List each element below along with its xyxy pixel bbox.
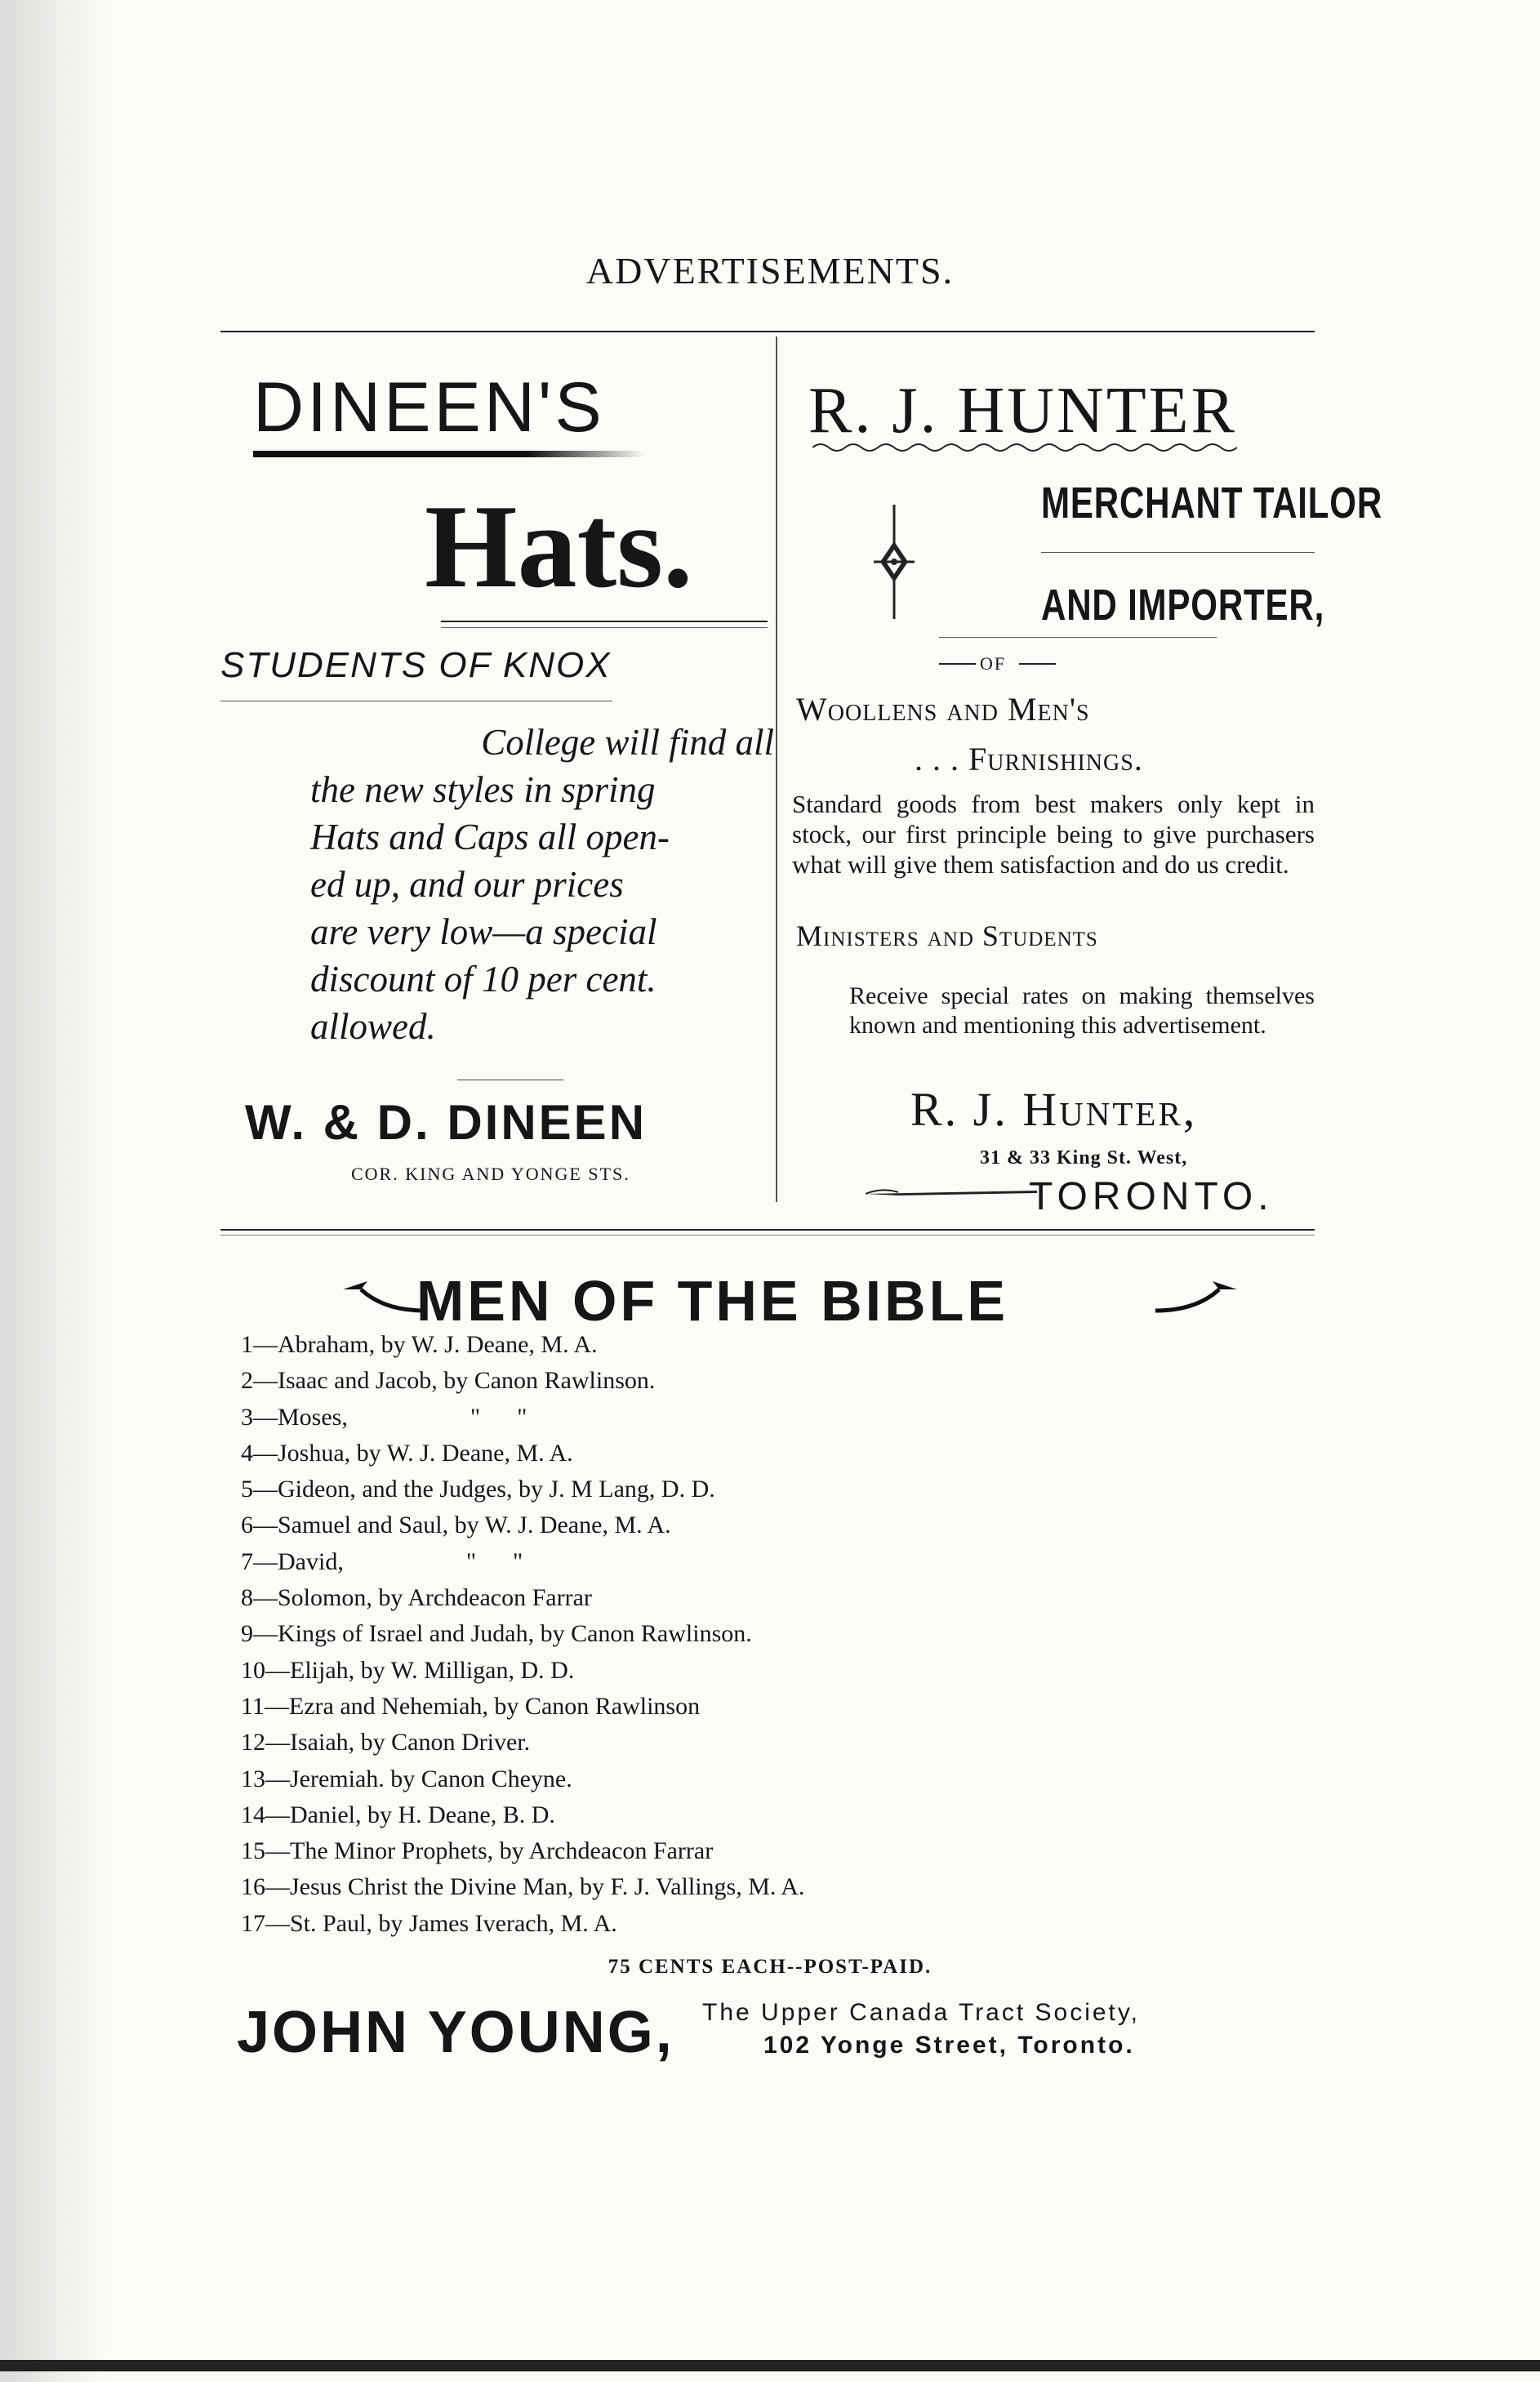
hunter-title-line2: AND IMPORTER,: [1041, 581, 1325, 630]
hunter-name: R. J. HUNTER: [808, 375, 1237, 447]
hunter-receive-text: Receive special rates on making themselves known and mentioning this advertisement.: [849, 982, 1315, 1039]
left-arrow-ornament-icon: [343, 1278, 425, 1314]
list-item: 10—Elijah, by W. Milligan, D. D.: [241, 1656, 575, 1684]
list-item: 13—Jeremiah. by Canon Cheyne.: [241, 1765, 572, 1792]
page-bottom-edge: [0, 2360, 1540, 2371]
dineen-body-line: Hats and Caps all open-: [310, 817, 670, 857]
hunter-signature: R. J. Hunter,: [910, 1083, 1198, 1136]
right-arrow-ornament-icon: [1155, 1278, 1237, 1314]
hunter-of-rule-left: [939, 663, 976, 665]
dineen-body: [310, 719, 774, 1050]
dineen-rule-1b: [441, 627, 768, 628]
page-edge-shadow: [0, 0, 114, 2382]
section-rule-2: [220, 1235, 1315, 1236]
list-item: 5—Gideon, and the Judges, by J. M Lang, D. D.: [241, 1476, 715, 1503]
dineen-name: DINEEN'S: [253, 368, 605, 447]
list-item: 2—Isaac and Jacob, by Canon Rawlinson.: [241, 1367, 656, 1395]
dineen-product: Hats.: [425, 480, 693, 612]
dineen-underline: [253, 451, 645, 457]
dineen-body-line: the new styles in spring: [310, 769, 656, 810]
dineen-body-line: ed up, and our prices: [310, 864, 624, 905]
list-item: 6—Samuel and Saul, by W. J. Deane, M. A.: [241, 1512, 671, 1539]
publisher-name: JOHN YOUNG,: [237, 2000, 674, 2065]
hunter-rule-2: [939, 637, 1217, 638]
hunter-of: OF: [980, 653, 1007, 674]
top-rule: [220, 331, 1315, 332]
list-item: 17—St. Paul, by James Iverach, M. A.: [241, 1909, 617, 1937]
hunter-goods-line1: Woollens and Men's: [796, 691, 1090, 728]
dineen-students-heading: STUDENTS OF KNOX: [220, 645, 612, 685]
list-item: 11—Ezra and Nehemiah, by Canon Rawlinson: [241, 1692, 701, 1720]
column-divider: [776, 336, 777, 1202]
bible-series-heading: MEN OF THE BIBLE: [416, 1269, 1009, 1333]
list-item: 7—David, " ": [241, 1547, 523, 1575]
dineen-address: COR. KING AND YONGE STS.: [351, 1164, 630, 1184]
list-item: 1—Abraham, by W. J. Deane, M. A.: [241, 1331, 598, 1358]
hunter-ministers-heading: Ministers and Students: [796, 919, 1098, 952]
hunter-title-line1: MERCHANT TAILOR: [1041, 479, 1383, 528]
hunter-standard-text: Standard goods from best makers only kept in stock, our first principle being to give purchasers what will give them satisfaction and do us credit.: [792, 790, 1315, 879]
publisher-address: 102 Yonge Street, Toronto.: [763, 2032, 1135, 2059]
dineen-body-line: College will find all: [481, 722, 774, 763]
list-item: 3—Moses, " ": [241, 1403, 527, 1431]
page-title: ADVERTISEMENTS.: [585, 250, 955, 292]
dineen-body-line: discount of 10 per cent.: [310, 959, 657, 1000]
list-item: 12—Isaiah, by Canon Driver.: [241, 1729, 531, 1756]
dineen-firm-name: W. & D. DINEEN: [245, 1095, 648, 1150]
bible-series-list: [241, 1327, 804, 1942]
wavy-rule-icon: [812, 441, 1245, 454]
dineen-rule-1: [441, 621, 768, 622]
publisher-society: The Upper Canada Tract Society,: [702, 1999, 1140, 2026]
ornament-icon: [866, 505, 923, 619]
list-item: 4—Joshua, by W. J. Deane, M. A.: [241, 1439, 573, 1467]
bible-series-price: 75 CENTS EACH--POST-PAID.: [608, 1956, 932, 1978]
list-item: 14—Daniel, by H. Deane, B. D.: [241, 1801, 555, 1828]
dineen-body-line: allowed.: [310, 1006, 436, 1047]
list-item: 9—Kings of Israel and Judah, by Canon Rawlinson.: [241, 1620, 752, 1648]
hunter-goods-line2: . . . Furnishings.: [915, 741, 1143, 777]
hunter-of-rule-right: [1019, 663, 1056, 665]
hunter-rule-1: [1041, 552, 1315, 553]
section-rule: [220, 1229, 1315, 1231]
dineen-body-line: are very low—a special: [310, 911, 657, 952]
list-item: 15—The Minor Prophets, by Archdeacon Farrar: [241, 1837, 714, 1865]
swash-icon: [866, 1186, 1037, 1202]
hunter-street: 31 & 33 King St. West,: [980, 1147, 1188, 1169]
list-item: 16—Jesus Christ the Divine Man, by F. J. Vallings, M. A.: [241, 1873, 805, 1901]
hunter-city: TORONTO.: [1029, 1175, 1274, 1218]
list-item: 8—Solomon, by Archdeacon Farrar: [241, 1584, 592, 1612]
